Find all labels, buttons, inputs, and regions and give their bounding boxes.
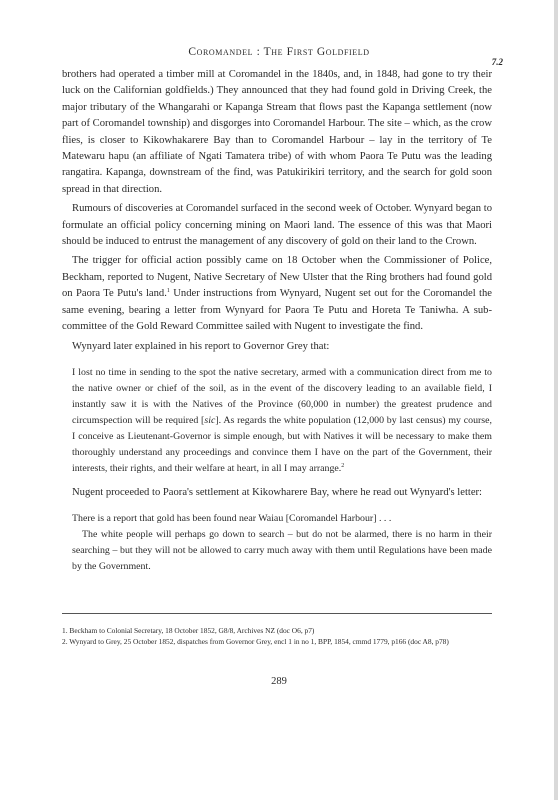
section-number: 7.2 [491,57,503,67]
block-quote-2-line-1: There is a report that gold has been found near Waiau [Coromandel Harbour] . . . [72,513,392,525]
footnote-1: 1. Beckham to Colonial Secretary, 18 October 1852, G8/8, Archives NZ (doc O6, p7) [62,626,315,635]
paragraph-2: Rumours of discoveries at Coromandel surfaced in the second week of October. Wynyard began to formulate an official policy concerning mining on Maori land. The essence of this was that Maori should be induced to entrust the management of any discovery of gold on their land to the Crown. [62,203,492,248]
page-edge-shadow [554,0,558,800]
paragraph-3 [62,253,492,335]
footnotes [62,625,492,647]
page-number: 289 [271,676,287,687]
quote-1-part-b: ]. As regards the white population (12,000 by last census) my course, I conceive as Lieutenant-Governor is simple enough, but with Natives it will be necessary to make them thoroughly understand any proceedings and convince them I have on the part of the Government, their interests, their rights, and their welfare at heart, in all I may arrange. [72,414,493,474]
footnote-ref-2[interactable]: 2 [341,462,345,469]
footnote-2: 2. Wynyard to Grey, 25 October 1852, dispatches from Governor Grey, encl 1 in no 1, BPP, 1854, cmmd 1779, p166 (doc A8, p78) [62,637,449,646]
sic-annotation: sic [204,414,216,426]
paragraph-1: brothers had operated a timber mill at Coromandel in the 1840s, and, in 1848, had gone to try their luck on the Californian goldfields.) They announced that they had found gold in Driving Creek, the major tributary of the Whangarahi or Kapanga Stream that flows past the Kapanga settlement (now part of Coromandel township) and disgorges into Coromandel Harbour. The site – which, as the crow flies, is closer to Kikowhakarere Bay than to Coromandel Harbour – lay in the territory of Te Matewaru hapu (an affiliate of Ngati Tamatera tribe) of with whom Paora Te Putu was the leading rangatira. Kapanga, downstream of the find, was Patukirikiri territory, and the search for gold soon spread in that direction. [62,69,492,195]
block-quote-2 [72,511,492,575]
quote-1-part-a: I lost no time in sending to the spot the native secretary, armed with a communication direct from me to the native owner or chief of the soil, as in the event of the discovery leading to an available field, I instantly saw it is with the Natives of the Province (60,000 in number) the greatest prudence and circumspection will be required [ [72,366,492,426]
paragraph-5: Nugent proceeded to Paora's settlement at Kikowharere Bay, where he read out Wynyard's letter: [72,486,483,498]
footnote-divider [62,613,492,614]
paragraph-4: Wynyard later explained in his report to Governor Grey that: [72,340,330,352]
footnote-ref-1[interactable]: 1 [166,288,170,295]
paragraph-3-text: The trigger for official action possibly came on 18 October when the Commissioner of Police, Beckham, reported to Nugent, Native Secretary of New Ulster that the Ring brothers had found gold on Paora Te Putu's land. [62,255,492,300]
block-quote-1 [72,365,492,477]
paragraph-3-continuation: Under instructions from Wynyard, Nugent set out for the Coromandel the same evening, bearing a letter from Wynyard for Paora Te Putu and Horeta Te Taniwha. A sub-committee of the Gold Reward Committee sailed with Nugent to investigate the find. [62,288,493,333]
running-head: Coromandel : The First Goldfield [188,46,370,58]
block-quote-2-line-2: The white people will perhaps go down to search – but do not be alarmed, there is no harm in their searching – but they will not be allowed to carry much away with them until Regulations have been made by the Government. [72,529,492,573]
block-quote-1-text [72,365,492,477]
body-text [62,67,492,583]
